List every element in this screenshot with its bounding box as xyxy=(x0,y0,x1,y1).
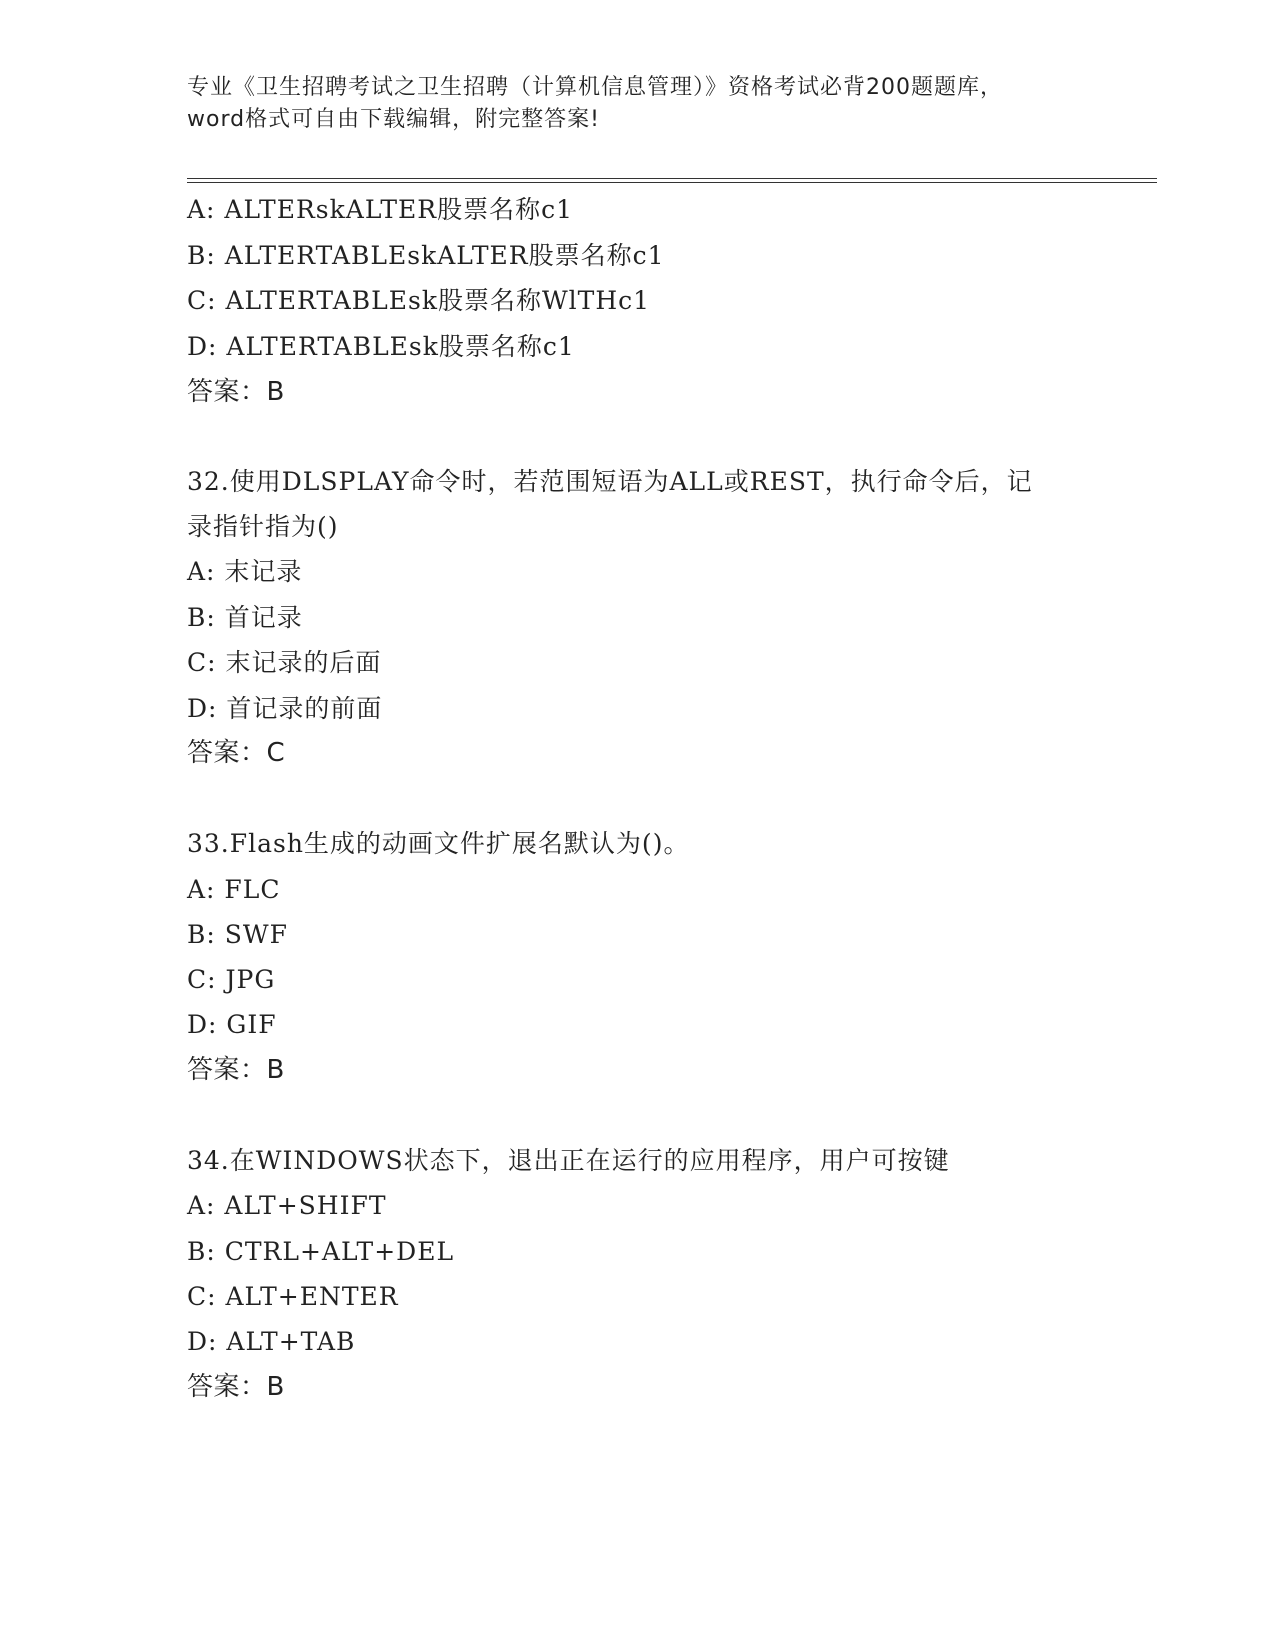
q32-option-b: B: 首记录 xyxy=(187,603,303,632)
q32-question-line-1: 32.使用DLSPLAY命令时，若范围短语为ALL或REST，执行命令后，记 xyxy=(187,467,1033,496)
q31-answer: 答案：B xyxy=(187,377,285,407)
header-divider-top xyxy=(187,178,1157,179)
q34-option-a: A: ALT+SHIFT xyxy=(187,1191,387,1220)
q34-answer: 答案：B xyxy=(187,1372,285,1402)
q32-option-c: C: 末记录的后面 xyxy=(187,648,382,677)
q33-answer: 答案：B xyxy=(187,1055,285,1085)
q32-option-d: D: 首记录的前面 xyxy=(187,694,383,723)
q33-option-b: B: SWF xyxy=(187,920,288,949)
q32-option-a: A: 末记录 xyxy=(187,557,303,586)
q34-option-b: B: CTRL+ALT+DEL xyxy=(187,1237,455,1266)
document-header xyxy=(187,72,1087,136)
q34-option-d: D: ALT+TAB xyxy=(187,1327,356,1356)
q31-option-c: C: ALTERTABLEsk股票名称WlTHc1 xyxy=(187,286,651,315)
header-divider-bottom xyxy=(187,182,1157,183)
q33-option-d: D: GIF xyxy=(187,1010,277,1039)
q34-question-line-1: 34.在WINDOWS状态下，退出正在运行的应用程序，用户可按键 xyxy=(187,1146,950,1175)
q31-option-d: D: ALTERTABLEsk股票名称c1 xyxy=(187,332,575,361)
q33-option-c: C: JPG xyxy=(187,965,276,994)
header-line-2: word格式可自由下载编辑，附完整答案! xyxy=(187,107,600,132)
header-line-1: 专业《卫生招聘考试之卫生招聘（计算机信息管理）》资格考试必背200题题库， xyxy=(187,75,1003,100)
q33-option-a: A: FLC xyxy=(187,875,281,904)
q33-question-line-1: 33.Flash生成的动画文件扩展名默认为()。 xyxy=(187,829,690,858)
q32-question-line-2: 录指针指为() xyxy=(187,512,339,541)
q31-option-a: A: ALTERskALTER股票名称c1 xyxy=(187,195,574,224)
q34-option-c: C: ALT+ENTER xyxy=(187,1282,399,1311)
q32-answer: 答案：C xyxy=(187,738,286,768)
q31-option-b: B: ALTERTABLEskALTER股票名称c1 xyxy=(187,241,665,270)
